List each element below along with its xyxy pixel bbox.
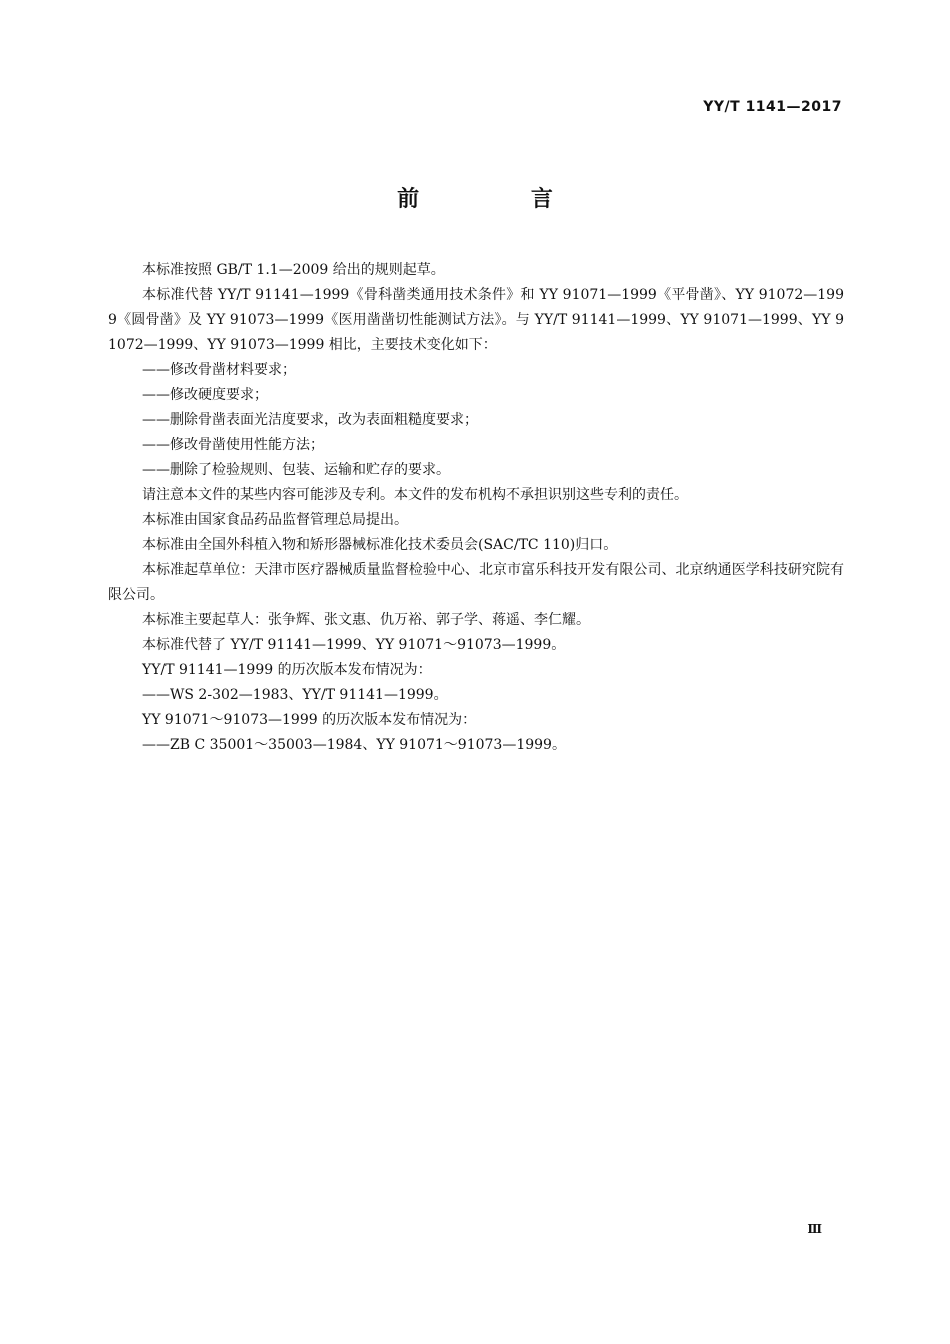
paragraph-history-heading: YY 91071～91073—1999 的历次版本发布情况为： [142, 712, 477, 728]
paragraph-drafting-rule: 本标准按照 GB/T 1.1—2009 给出的规则起草。 [142, 262, 445, 278]
list-item-change: ——删除骨凿表面光洁度要求，改为表面粗糙度要求； [142, 412, 478, 428]
list-item-change: ——删除了检验规则、包装、运输和贮存的要求。 [142, 462, 450, 478]
list-item-change: ——修改骨凿使用性能方法； [142, 437, 324, 453]
list-item-history: ——ZB C 35001～35003—1984、YY 91071～91073—1999。 [142, 737, 566, 753]
paragraph-patent-notice: 请注意本文件的某些内容可能涉及专利。本文件的发布机构不承担识别这些专利的责任。 [142, 487, 688, 503]
list-item-history: ——WS 2-302—1983、YY/T 91141—1999。 [142, 687, 448, 703]
page-title: 前 言 [397, 187, 605, 212]
paragraph-history-heading: YY/T 91141—1999 的历次版本发布情况为： [142, 662, 432, 678]
paragraph-replacement: 本标准代替 YY/T 91141—1999《骨科凿类通用技术条件》和 YY 91071—1999《平骨凿》、YY 91072—1999《圆骨凿》及 YY 91073—1999《医用凿凿切性能测试方法》。与 YY/T 91141—1999、YY 91071—1999、YY 91072—1999、YY 91073—1999 相比，主要技术变化如下： [108, 287, 844, 353]
paragraph-proposer: 本标准由国家食品药品监督管理总局提出。 [142, 512, 408, 528]
paragraph-replaces: 本标准代替了 YY/T 91141—1999、YY 91071～91073—1999。 [142, 637, 566, 653]
list-item-change: ——修改骨凿材料要求； [142, 362, 296, 378]
foreword-body [108, 258, 844, 758]
paragraph-drafters: 本标准主要起草人：张争辉、张文惠、仇万裕、郭子学、蒋遥、李仁耀。 [142, 612, 590, 628]
list-item-change: ——修改硬度要求； [142, 387, 268, 403]
document-code: YY/T 1141—2017 [703, 99, 842, 115]
page-number: Ⅲ [807, 1222, 822, 1236]
paragraph-drafting-units: 本标准起草单位：天津市医疗器械质量监督检验中心、北京市富乐科技开发有限公司、北京纳通医学科技研究院有限公司。 [108, 562, 844, 603]
paragraph-committee: 本标准由全国外科植入物和矫形器械标准化技术委员会(SAC/TC 110)归口。 [142, 537, 618, 553]
